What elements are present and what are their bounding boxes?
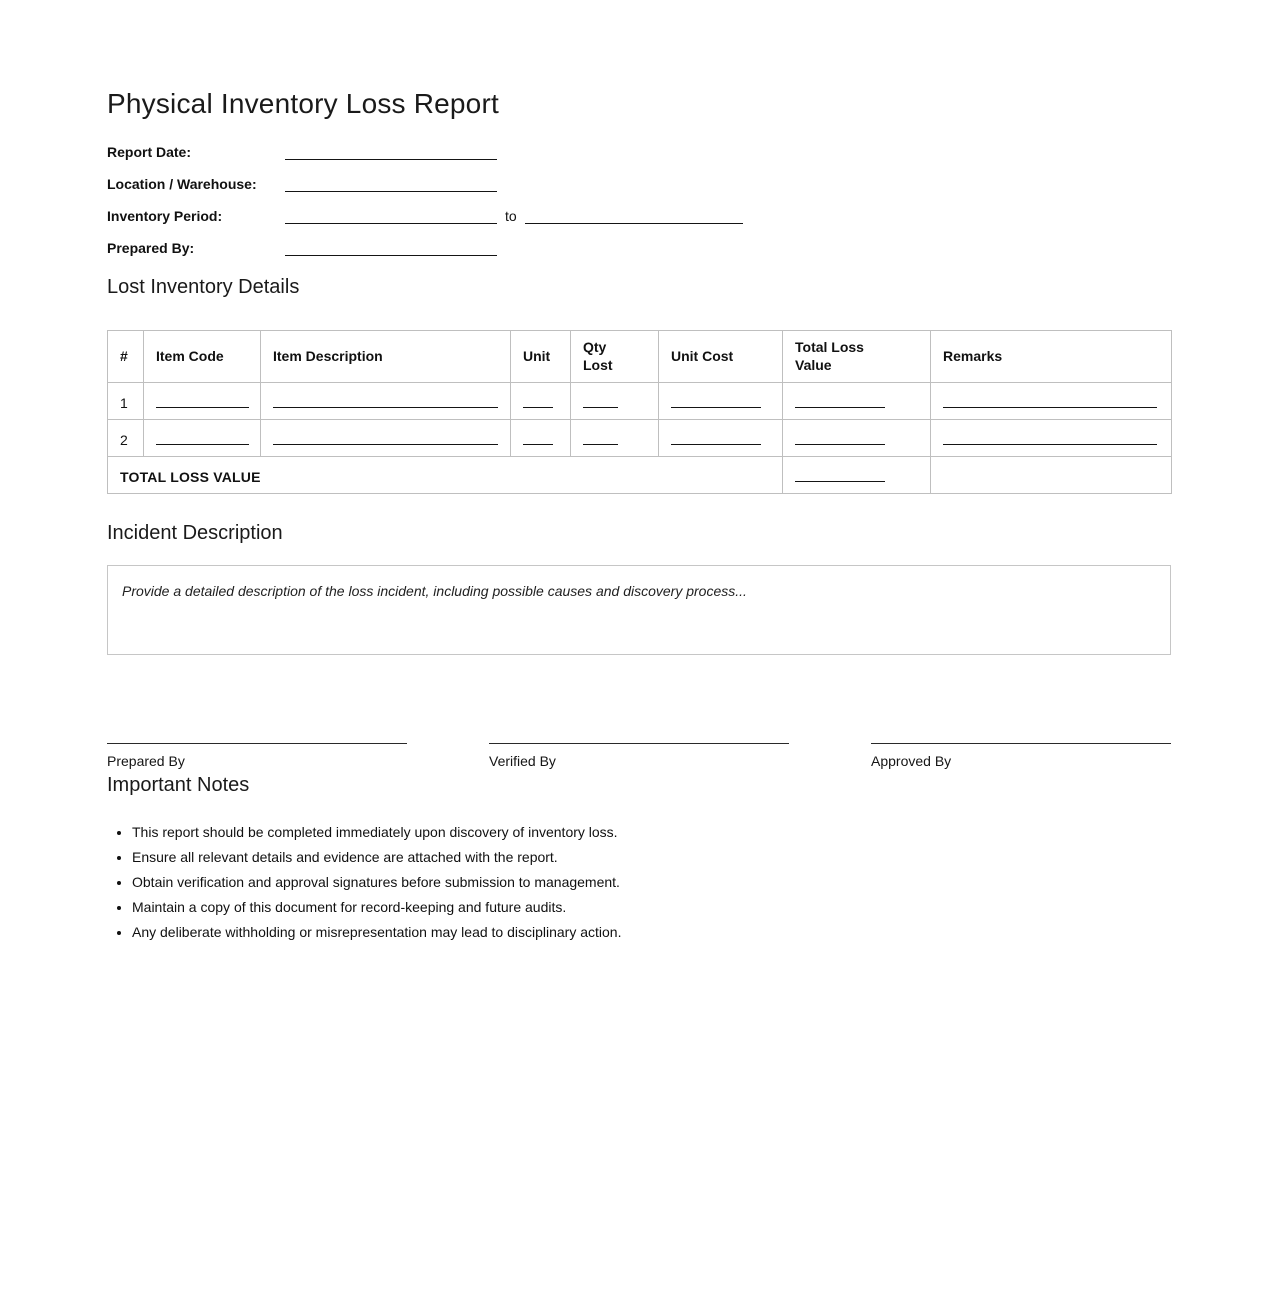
note-item: • Any deliberate withholding or misrepresentation may lead to disciplinary action. [132, 923, 1171, 941]
cell-item-description [261, 383, 511, 420]
blank-line [583, 396, 618, 408]
cell-total-remarks [931, 457, 1172, 494]
note-item: • Ensure all relevant details and evidence are attached with the report. [132, 848, 1171, 866]
signature-approved-by [871, 743, 1171, 769]
signature-prepared-by [107, 743, 407, 769]
blank-line [583, 433, 618, 445]
cell-remarks [931, 383, 1172, 420]
col-header-total-loss-value: Total Loss Value [783, 331, 931, 383]
field-report-date [107, 144, 1171, 176]
signature-label: Approved By [871, 753, 952, 769]
col-header-num: # [108, 331, 144, 383]
note-item: • This report should be completed immediately upon discovery of inventory loss. [132, 823, 1171, 841]
field-location-warehouse [107, 176, 1171, 208]
col-header-remarks: Remarks [931, 331, 1172, 383]
incident-heading: Incident Description [107, 522, 283, 544]
field-label-location: Location / Warehouse: [107, 176, 257, 192]
signature-line [871, 743, 1171, 744]
col-header-unit: Unit [511, 331, 571, 383]
row-number: 1 [108, 383, 144, 420]
col-header-item-description: Item Description [261, 331, 511, 383]
field-inventory-period [107, 208, 1171, 240]
blank-line [671, 433, 761, 445]
signature-block [107, 743, 1171, 769]
field-label-report-date: Report Date: [107, 144, 192, 160]
table-header [108, 331, 1172, 383]
total-loss-value-label: TOTAL LOSS VALUE [108, 457, 783, 494]
blank-line [523, 433, 553, 445]
incident-description-box [107, 565, 1171, 655]
blank-line [943, 396, 1157, 408]
cell-remarks [931, 420, 1172, 457]
cell-total-loss-value [783, 383, 931, 420]
field-label-prepared-by: Prepared By: [107, 240, 195, 256]
signature-line [489, 743, 789, 744]
blank-line [156, 433, 249, 445]
blank-line [156, 396, 249, 408]
incident-placeholder-text: Provide a detailed description of the loss incident, including possible causes and discovery process... [122, 583, 747, 599]
blank-line [273, 396, 498, 408]
field-blank-prepared-by [285, 244, 497, 256]
table-row-2 [108, 420, 1172, 457]
blank-line [795, 433, 885, 445]
cell-total-loss-sum [783, 457, 931, 494]
note-item: • Obtain verification and approval signatures before submission to management. [132, 873, 1171, 891]
signature-line [107, 743, 407, 744]
cell-qty-lost [571, 420, 659, 457]
table-row-1 [108, 383, 1172, 420]
signature-label: Prepared By [107, 753, 185, 769]
cell-item-code [144, 383, 261, 420]
col-header-qty-lost: Qty Lost [571, 331, 659, 383]
signature-label: Verified By [489, 753, 556, 769]
cell-qty-lost [571, 383, 659, 420]
note-item: • Maintain a copy of this document for record-keeping and future audits. [132, 898, 1171, 916]
cell-item-code [144, 420, 261, 457]
notes-heading: Important Notes [107, 774, 250, 796]
row-number: 2 [108, 420, 144, 457]
cell-unit [511, 383, 571, 420]
blank-line [671, 396, 761, 408]
field-blank-period-start [285, 212, 497, 224]
blank-line [273, 433, 498, 445]
field-blank-period-end [525, 212, 743, 224]
field-blank-location [285, 180, 497, 192]
field-label-inventory-period: Inventory Period: [107, 208, 223, 224]
signature-verified-by [489, 743, 789, 769]
important-notes-list [107, 823, 1171, 941]
field-prepared-by [107, 240, 1171, 272]
blank-line [795, 396, 885, 408]
header-fields [107, 144, 1171, 272]
blank-line [943, 433, 1157, 445]
blank-line [523, 396, 553, 408]
cell-unit-cost [659, 383, 783, 420]
page-title: Physical Inventory Loss Report [107, 88, 499, 119]
cell-unit [511, 420, 571, 457]
cell-item-description [261, 420, 511, 457]
cell-unit-cost [659, 420, 783, 457]
col-header-unit-cost: Unit Cost [659, 331, 783, 383]
total-row [108, 457, 1172, 494]
blank-line [795, 470, 885, 482]
col-header-item-code: Item Code [144, 331, 261, 383]
field-blank-report-date [285, 148, 497, 160]
cell-total-loss-value [783, 420, 931, 457]
details-heading: Lost Inventory Details [107, 276, 300, 298]
period-separator: to [505, 208, 517, 224]
loss-details-table [107, 330, 1172, 494]
